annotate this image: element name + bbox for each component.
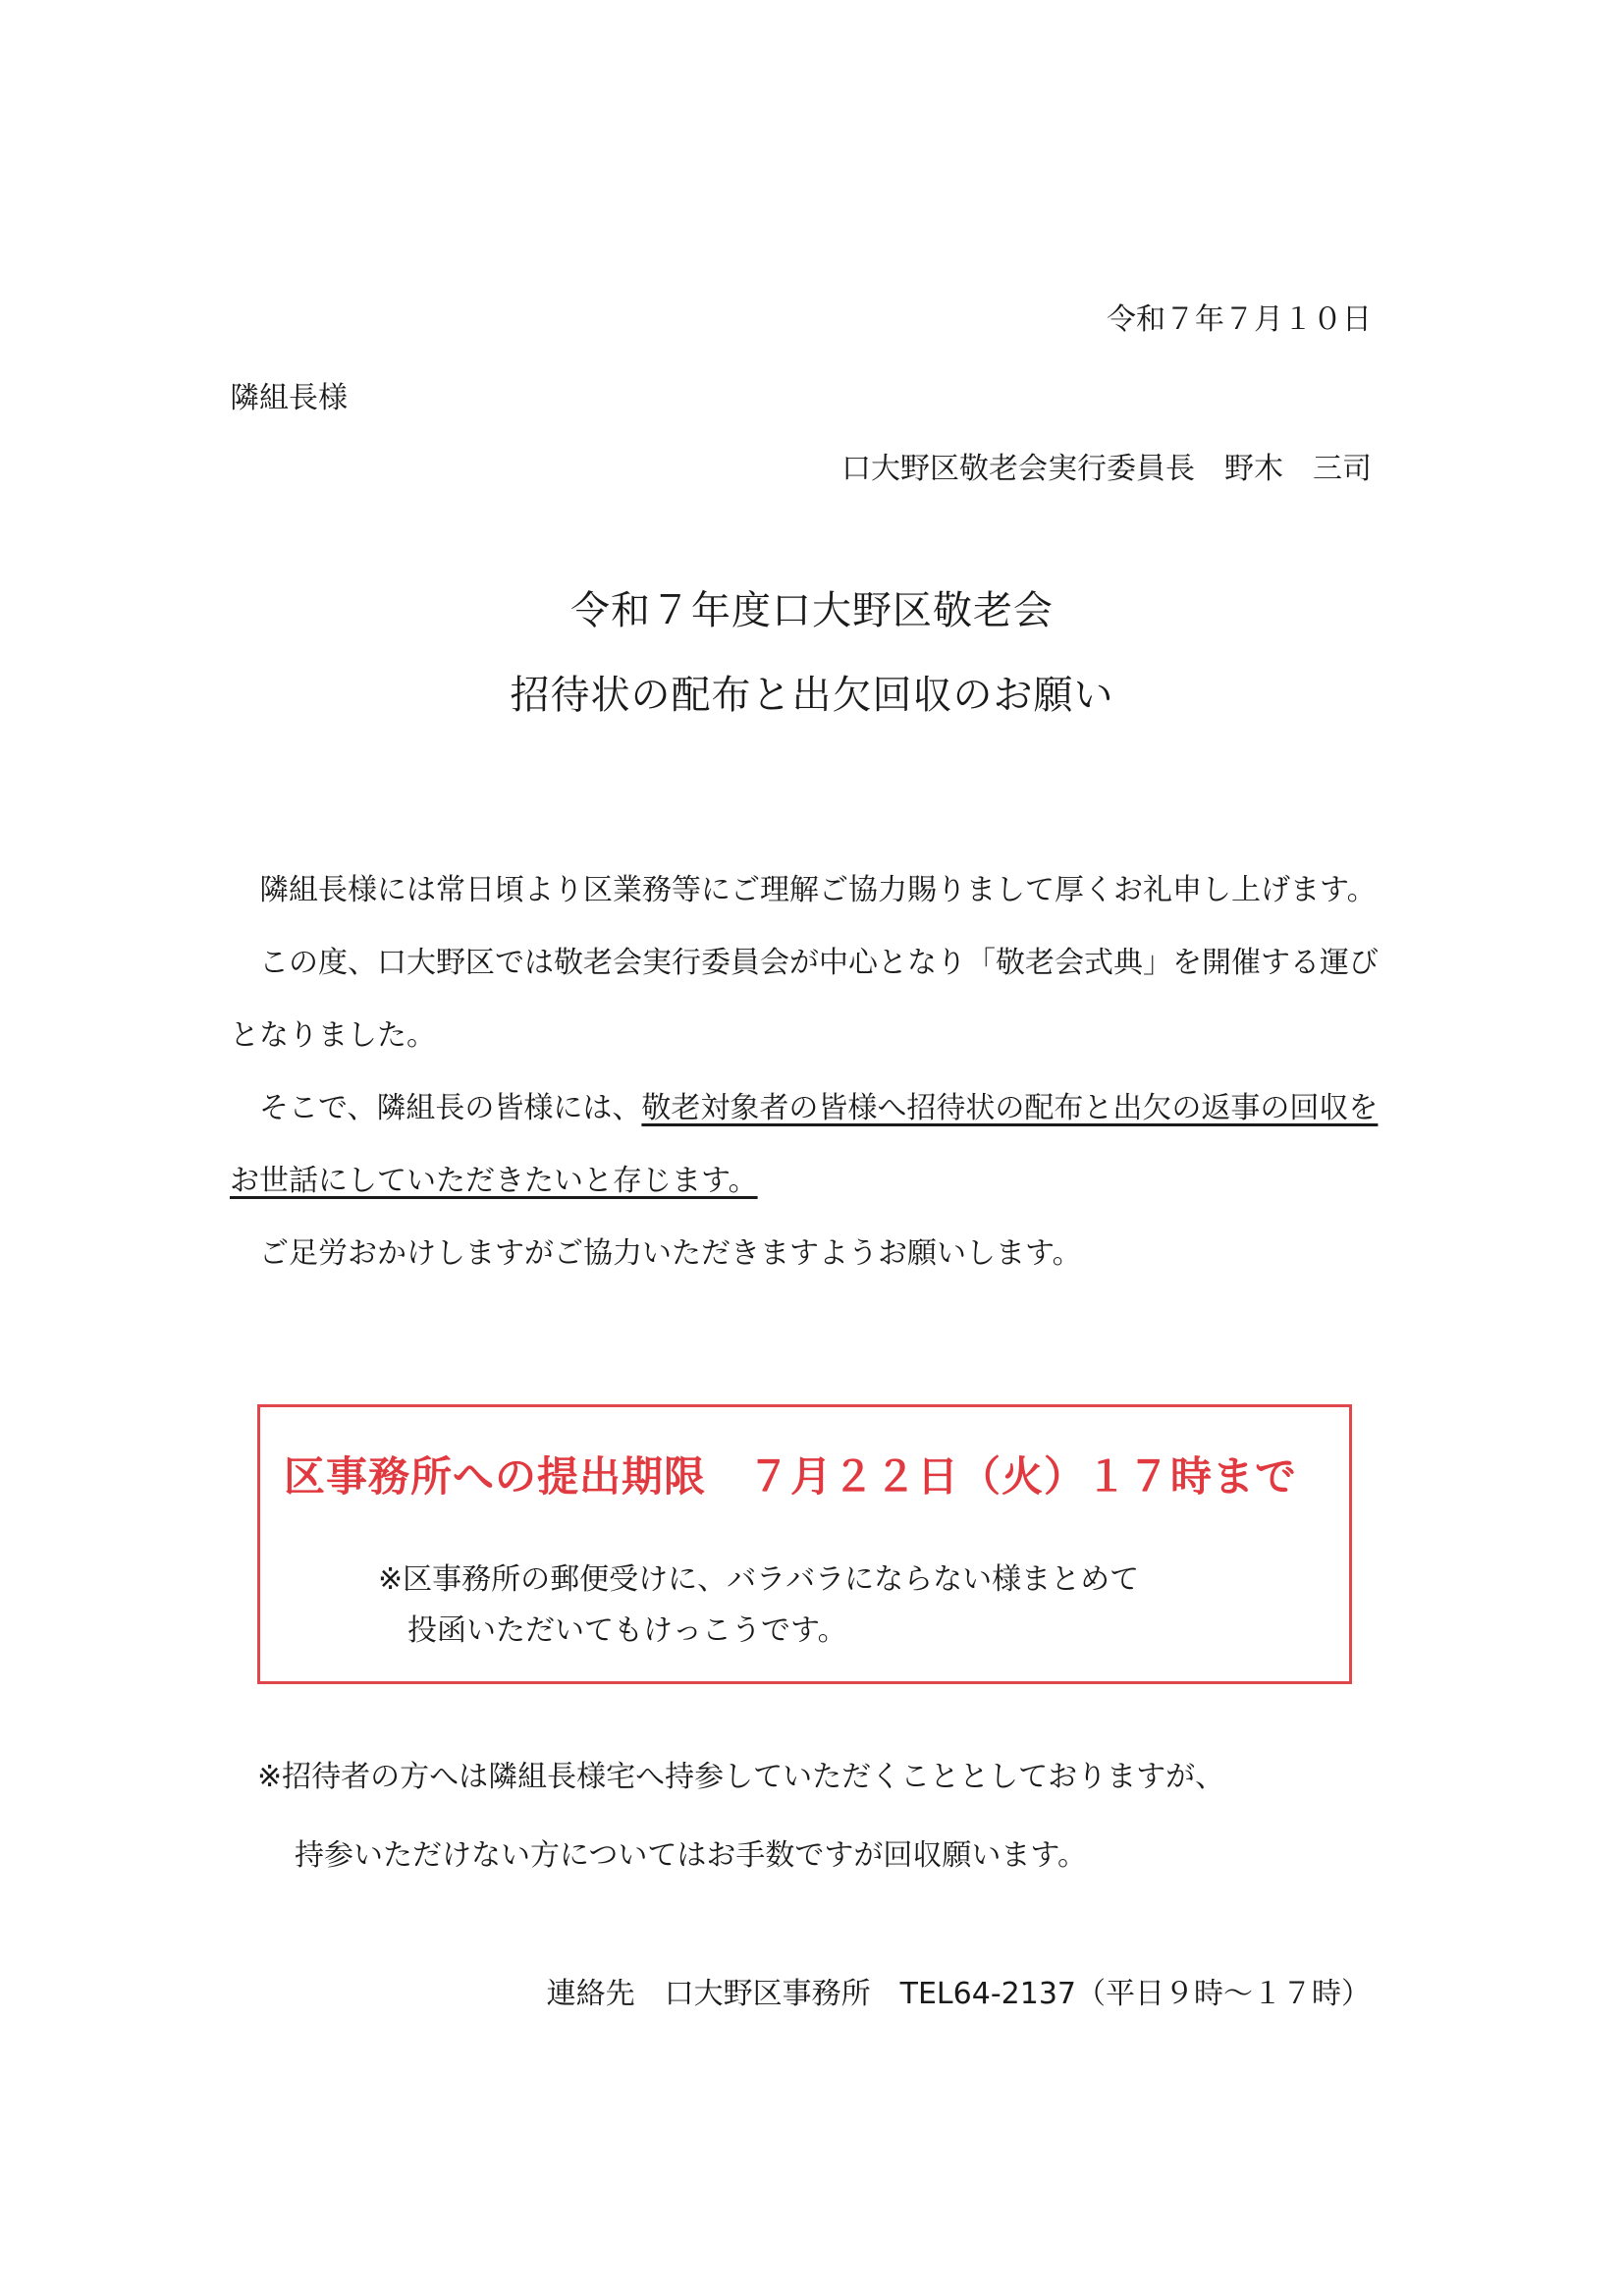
recipient: 隣組長様 bbox=[230, 381, 348, 415]
sender: 口大野区敬老会実行委員長 野木 三司 bbox=[841, 452, 1372, 486]
body-paragraph-3-prefix: そこで、隣組長の皆様には、 bbox=[259, 1091, 642, 1125]
contact-info: 連絡先 口大野区事務所 TEL64-2137（平日９時～１７時） bbox=[546, 1977, 1371, 2011]
deadline-note-line-1: ※区事務所の郵便受けに、バラバラにならない様まとめて bbox=[378, 1562, 1140, 1597]
deadline-note-line-2: 投函いただいてもけっこうです。 bbox=[407, 1613, 847, 1648]
title-line-2: 招待状の配布と出欠回収のお願い bbox=[510, 673, 1114, 718]
footnote-line-1: ※招待者の方へは隣組長様宅へ持参していただくこととしておりますが、 bbox=[257, 1760, 1225, 1794]
body-paragraph-4: ご足労おかけしますがご協力いただきますようお願いします。 bbox=[259, 1236, 1082, 1271]
deadline-headline: 区事務所への提出期限 ７月２２日（火）１７時まで bbox=[284, 1452, 1298, 1501]
body-paragraph-3-underlined: 敬老対象者の皆様へ招待状の配布と出欠の返事の回収をお世話にしていただきたいと存じます。 bbox=[230, 1091, 1379, 1198]
letter-body bbox=[230, 854, 1379, 1290]
body-paragraph-3 bbox=[230, 1072, 1379, 1218]
title-line-1: 令和７年度口大野区敬老会 bbox=[570, 588, 1054, 633]
deadline-note bbox=[378, 1555, 1139, 1657]
letter-date: 令和７年７月１０日 bbox=[1107, 302, 1372, 337]
deadline-box bbox=[257, 1404, 1352, 1684]
body-paragraph-1: 隣組長様には常日頃より区業務等にご理解ご協力賜りまして厚くお礼申し上げます。 bbox=[259, 873, 1377, 907]
footnote-line-2: 持参いただけない方についてはお手数ですが回収願います。 bbox=[295, 1838, 1087, 1873]
footnote bbox=[257, 1738, 1224, 1895]
body-paragraph-2: この度、口大野区では敬老会実行委員会が中心となり「敬老会式典」を開催する運びとなりました。 bbox=[230, 946, 1379, 1053]
